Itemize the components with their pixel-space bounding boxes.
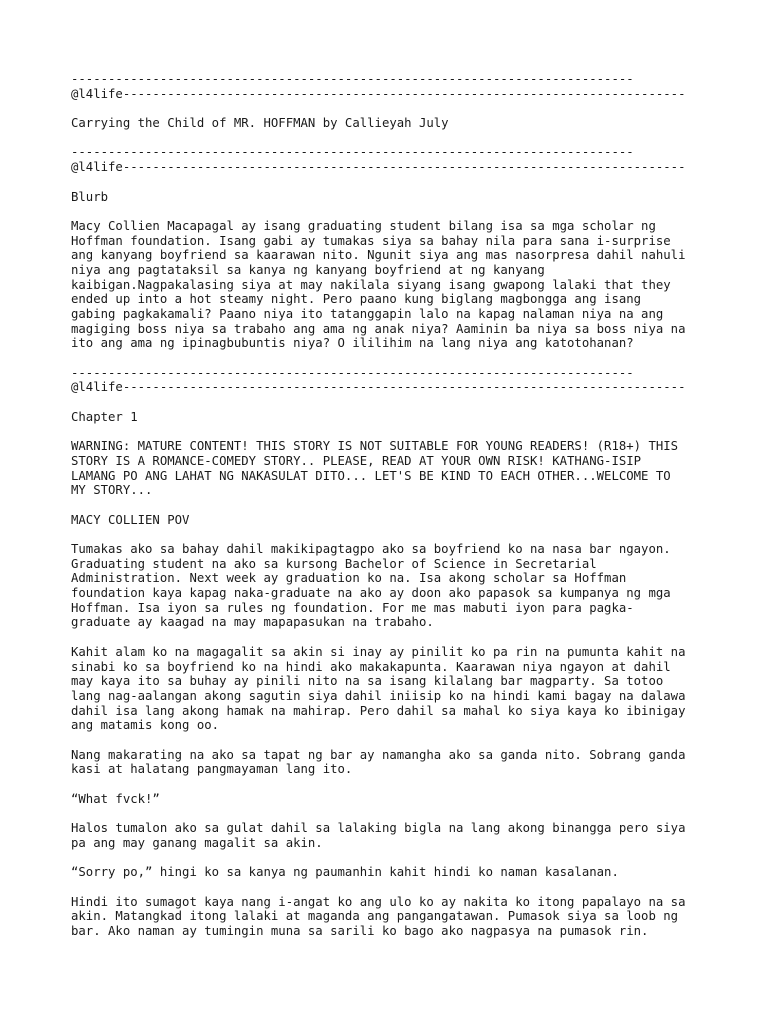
spacer <box>71 101 711 116</box>
spacer <box>71 175 711 190</box>
blurb-line: ended up into a hot steamy night. Pero paano kung biglang magbongga ang isang <box>71 292 642 307</box>
blurb-line: Macy Collien Macapagal ay isang graduating student bilang isa sa mga scholar ng <box>71 218 656 233</box>
blurb-line: kaibigan.Nagpakalasing siya at may nakilala siyang isang gwapong lalaki that they <box>71 277 671 292</box>
spacer <box>71 131 711 146</box>
story-paragraph <box>71 748 711 777</box>
story-line: lang nag-aalangan akong sagutin siya dahil iniisip ko na hindi kami bagay na dalawa <box>71 688 686 703</box>
story-line: Administration. Next week ay graduation ko na. Isa akong scholar sa Hoffman <box>71 571 627 586</box>
document-title: Carrying the Child of MR. HOFFMAN by Callieyah July <box>71 116 449 131</box>
story-line: pa ang may ganang magalit sa akin. <box>71 835 323 850</box>
spacer <box>71 850 711 865</box>
spacer <box>71 733 711 748</box>
spacer <box>71 806 711 821</box>
warning-paragraph <box>71 439 711 498</box>
spacer <box>71 351 711 366</box>
warning-line: MY STORY... <box>71 483 153 498</box>
story-line: akin. Matangkad itong lalaki at maganda ang pangangatawan. Pumasok siya sa loob ng <box>71 909 679 924</box>
blurb-line: niya ang pagtataksil sa kanya ng kanyang boyfriend at ng kanyang <box>71 262 545 277</box>
blurb-line: gabing pagkakamali? Paano niya ito tatanggapin lalo na kapag nalaman niya na ang <box>71 307 664 321</box>
pov-heading: MACY COLLIEN POV <box>71 512 190 527</box>
spacer <box>71 777 711 792</box>
story-line: sinabi ko sa boyfriend ko na hindi ako makakapunta. Kaarawan niya ngayon at dahil <box>71 659 671 674</box>
story-line: foundation kaya kapag naka-graduate na ako ay doon ako papasok sa kumpanya ng mga <box>71 586 671 601</box>
blurb-line: magiging boss niya sa trabaho ang ama ng anak niya? Aaminin ba niya sa boss niya na <box>71 321 686 336</box>
separator-handle: @l4life---------------------------------------------------------------------------- <box>71 86 686 101</box>
story-line: dahil isa lang akong hamak na mahirap. Pero dahil sa mahal ko siya kaya ko ibinigay <box>71 703 686 718</box>
story-paragraph <box>71 542 711 630</box>
story-line: Halos tumalon ako sa gulat dahil sa lalaking bigla na lang akong binangga pero siya <box>71 821 686 836</box>
spacer <box>71 498 711 513</box>
separator-dashes: ---------------------------------------------------------------------------- <box>71 72 634 86</box>
story-paragraph <box>71 895 711 939</box>
story-line: graduate ay kaagad na may mapapasukan na trabaho. <box>71 615 434 630</box>
warning-line: STORY IS A ROMANCE-COMEDY STORY.. PLEASE, READ AT YOUR OWN RISK! KATHANG-ISIP <box>71 453 642 468</box>
warning-line: LAMANG PO ANG LAHAT NG NAKASULAT DITO... LET'S BE KIND TO EACH OTHER...WELCOME TO <box>71 468 671 483</box>
story-line: Hoffman. Isa iyon sa rules ng foundation. For me mas mabuti iyon para pagka- <box>71 600 634 615</box>
story-line: Graduating student na ako sa kursong Bachelor of Science in Secretarial <box>71 556 597 571</box>
story-paragraph <box>71 821 711 850</box>
blurb-line: ito ang ama ng ipinagbubuntis niya? O ililihim na lang niya ang katotohanan? <box>71 336 634 351</box>
spacer <box>71 395 711 410</box>
story-line: “What fvck!” <box>71 791 160 806</box>
story-paragraph <box>71 792 711 807</box>
blurb-paragraph <box>71 219 711 351</box>
blurb-heading: Blurb <box>71 189 109 204</box>
separator-handle: @l4life---------------------------------------------------------------------------- <box>71 160 686 175</box>
spacer <box>71 204 711 219</box>
story-line: ang matamis kong oo. <box>71 718 220 733</box>
story-paragraph <box>71 865 711 880</box>
story-line: Tumakas ako sa bahay dahil makikipagtagpo ako sa boyfriend ko na nasa bar ngayon. <box>71 542 671 556</box>
story-line: Hindi ito sumagot kaya nang i-angat ko ang ulo ko ay nakita ko itong papalayo na sa <box>71 894 686 909</box>
separator-handle: @l4life---------------------------------------------------------------------------- <box>71 380 686 395</box>
story-line: may kaya ito sa buhay ay pinili nito na sa isang kilalang bar magparty. Sa totoo <box>71 674 664 689</box>
story-line: kasi at halatang pangmayaman lang ito. <box>71 762 353 777</box>
blurb-line: Hoffman foundation. Isang gabi ay tumakas siya sa bahay nila para sana i-surprise <box>71 233 671 248</box>
story-line: “Sorry po,” hingi ko sa kanya ng paumanhin kahit hindi ko naman kasalanan. <box>71 865 619 880</box>
spacer <box>71 630 711 645</box>
story-line: Kahit alam ko na magagalit sa akin si inay ay pinilit ko pa rin na pumunta kahit na <box>71 644 686 659</box>
story-line: Nang makarating na ako sa tapat ng bar ay namangha ako sa ganda nito. Sobrang ganda <box>71 747 686 762</box>
warning-line: WARNING: MATURE CONTENT! THIS STORY IS NOT SUITABLE FOR YOUNG READERS! (R18+) THIS <box>71 439 679 454</box>
chapter-heading: Chapter 1 <box>71 409 138 424</box>
spacer <box>71 527 711 542</box>
spacer <box>71 880 711 895</box>
spacer <box>71 425 711 440</box>
story-line: bar. Ako naman ay tumingin muna sa sarili ko bago ako nagpasya na pumasok rin. <box>71 923 649 938</box>
blurb-line: ang kanyang boyfriend sa kaarawan nito. Ngunit siya ang mas nasorpresa dahil nahuli <box>71 248 686 263</box>
separator-dashes: ---------------------------------------------------------------------------- <box>71 145 634 160</box>
story-paragraph <box>71 645 711 733</box>
separator-dashes: ---------------------------------------------------------------------------- <box>71 365 634 380</box>
document-page <box>71 72 711 939</box>
